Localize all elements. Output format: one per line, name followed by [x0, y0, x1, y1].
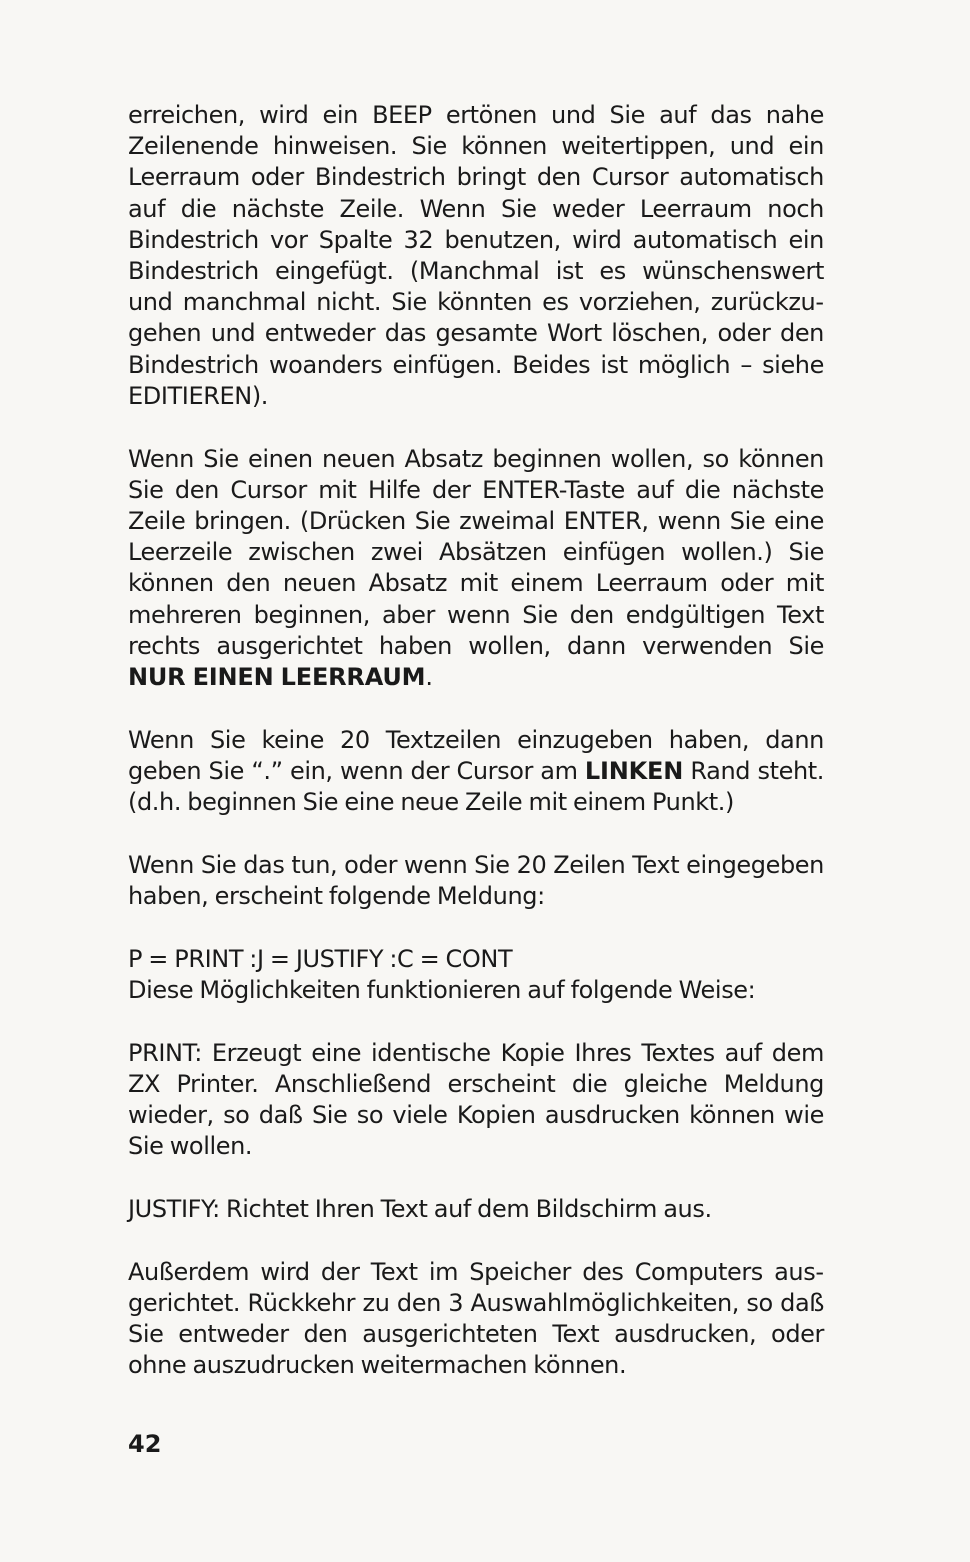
paragraph-end-input-text: Wenn Sie keine 20 Textzeilen einzugeben haben, dann geben Sie “.” ein, wenn der Cursor am — [128, 725, 824, 785]
prompt-line: P = PRINT :J = JUSTIFY :C = CONT — [128, 944, 513, 973]
paragraph-new-paragraph-text: Wenn Sie einen neuen Absatz beginnen wollen, so können Sie den Cursor mit Hilfe der ENTER-Taste auf die nächste Zeile bringen. (Drücken Sie zweimal ENTER, wenn Sie eine Leerzeile zwischen zwei Absätzen einfügen wollen.) Sie können den neuen Absatz mit einem Leerraum oder mit mehreren beginnen, aber wenn Sie den endgültigen Text rechts ausgerichtet haben wollen, dann verwenden Sie — [128, 444, 824, 660]
paragraph-line-wrapping: erreichen, wird ein BEEP ertönen und Sie auf das nahe Zeilenende hinweisen. Sie können weitertippen, und ein Leerraum oder Bindestrich bringt den Cursor automatisch auf die nächste Zeile. Wenn Sie weder Leerraum noch Bindestrich vor Spalte 32 benutzen, wird automatisch ein Bindestrich eingefügt. (Manchmal ist es wünschenswert und manchmal nicht. Sie könnten es vorziehen, zurückzugehen und entweder das gesamte Wort löschen, oder den Bindestrich woanders einfügen. Beides ist möglich – siehe EDITIEREN). — [128, 101, 824, 410]
paragraph-justify-details: Außerdem wird der Text im Speicher des Computers ausgerichtet. Rückkehr zu den 3 Auswahlmöglichkeiten, so daß Sie entweder den ausgerichteten Text ausdrucken, oder ohne auszudrucken weitermachen können. — [128, 1257, 824, 1380]
paragraph-end-input — [128, 725, 824, 819]
emphasis-linken: LINKEN — [584, 756, 684, 785]
paragraph-print-option: PRINT: Erzeugt eine identische Kopie Ihres Textes auf dem ZX Printer. Anschließend erscheint die gleiche Meldung wieder, so daß Sie so viele Kopien ausdrucken können wie Sie wollen. — [128, 1038, 824, 1161]
text-column — [128, 100, 824, 1413]
options-description: Diese Möglichkeiten funktionieren auf folgende Weise: — [128, 975, 756, 1004]
paragraph-message-intro: Wenn Sie das tun, oder wenn Sie 20 Zeilen Text eingegeben haben, erscheint folgende Meldung: — [128, 850, 824, 910]
paragraph-new-paragraph-end: . — [425, 662, 433, 691]
paragraph-new-paragraph — [128, 444, 824, 694]
page-number: 42 — [128, 1430, 162, 1458]
emphasis-nur-einen-leerraum: NUR EINEN LEERRAUM — [128, 662, 426, 691]
paragraph-justify-option: JUSTIFY: Richtet Ihren Text auf dem Bildschirm aus. — [128, 1194, 712, 1223]
paragraph-end-input-end: Rand steht. (d.h. beginnen Sie eine neue Zeile mit einem Punkt.) — [128, 756, 824, 817]
